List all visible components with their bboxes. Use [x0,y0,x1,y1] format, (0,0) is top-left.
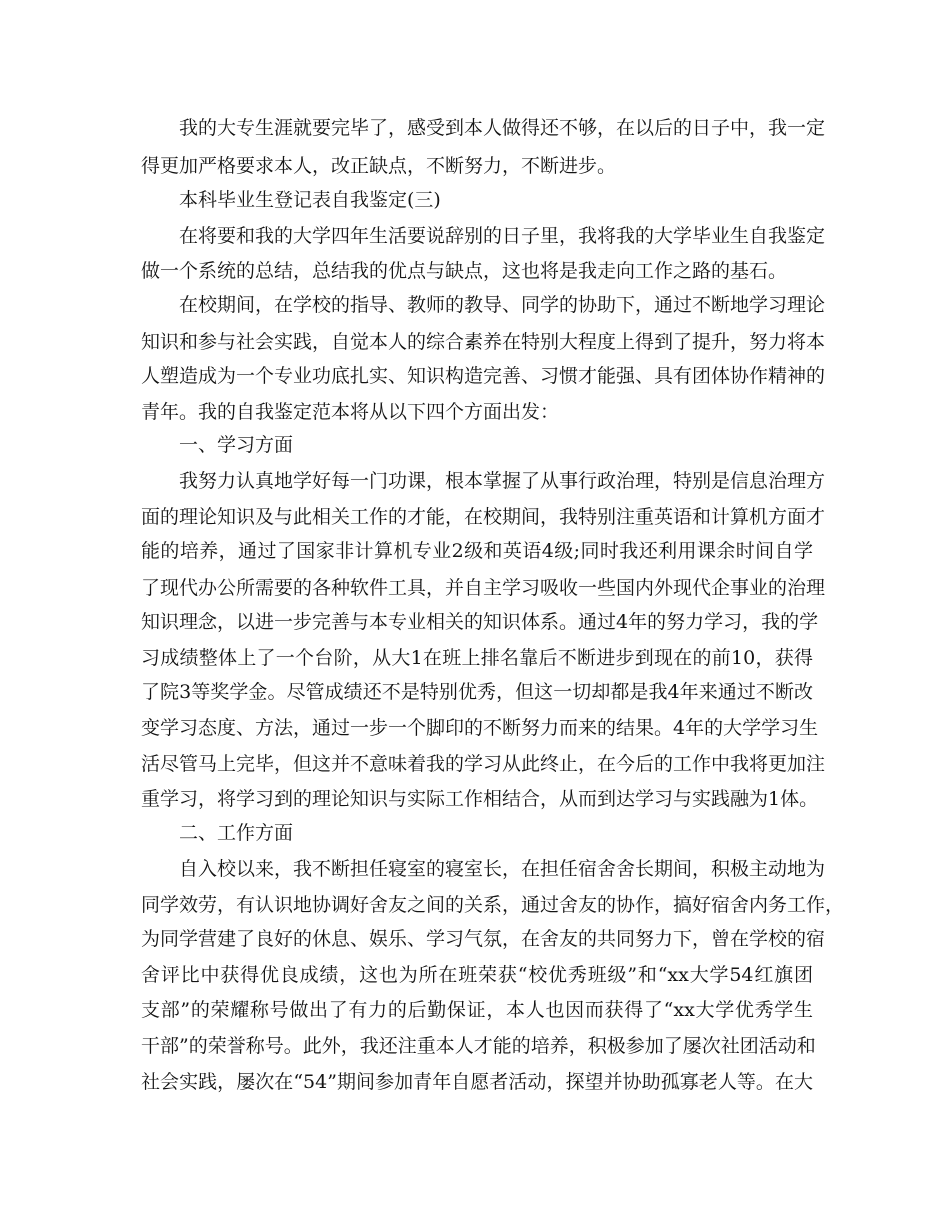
text-line: 社会实践，屡次在“54”期间参加青年自愿者活动，探望并协助孤寡老人等。在大 [141,1071,813,1093]
text-line: 知识理念，以进一步完善与本专业相关的知识体系。通过4年的努力学习，我的学 [141,611,819,633]
section-heading: 一、学习方面 [179,434,294,456]
text-line: 同学效劳，有认识地协调好舍友之间的关系，通过舍友的协作，搞好宿舍内务工作， [141,894,845,916]
text-line: 舍评比中获得优良成绩，这也为所在班荣获“校优秀班级”和“xx大学54红旗团 [141,964,813,986]
section-title: 本科毕业生登记表自我鉴定(三) [179,189,441,211]
section-heading: 二、工作方面 [179,822,294,844]
text-line: 人塑造成为一个专业功底扎实、知识构造完善、习惯才能强、具有团体协作精神的 [141,365,826,387]
text-line: 活尽管马上完毕，但这并不意味着我的学习从此终止，在今后的工作中我将更加注 [141,753,826,775]
text-line: 我的大专生涯就要完毕了，感受到本人做得还不够，在以后的日子中，我一定 [179,117,826,139]
text-line: 得更加严格要求本人，改正缺点，不断努力，不断进步。 [141,155,617,177]
text-line: 习成绩整体上了一个台阶，从大1在班上排名靠后不断进步到现在的前10，获得 [141,647,813,669]
text-line: 做一个系统的总结，总结我的优点与缺点，这也将是我走向工作之路的基石。 [141,260,788,282]
text-line: 支部”的荣耀称号做出了有力的后勤保证，本人也因而获得了“xx大学优秀学生 [141,999,813,1021]
text-line: 在校期间，在学校的指导、教师的教导、同学的协助下，通过不断地学习理论 [179,294,826,316]
text-line: 了现代办公所需要的各种软件工具，并自主学习吸收一些国内外现代企事业的治理 [141,577,826,599]
text-line: 青年。我的自我鉴定范本将从以下四个方面出发： [141,401,560,423]
text-line: 自入校以来，我不断担任寝室的寝室长，在担任宿舍舍长期间，积极主动地为 [179,858,826,880]
text-line: 面的理论知识及与此相关工作的才能，在校期间，我特别注重英语和计算机方面才 [141,506,826,528]
text-line: 知识和参与社会实践，自觉本人的综合素养在特别大程度上得到了提升，努力将本 [141,331,826,353]
text-line: 能的培养，通过了国家非计算机专业2级和英语4级;同时我还利用课余时间自学 [141,540,813,562]
text-line: 为同学营建了良好的休息、娱乐、学习气氛，在舍友的共同努力下，曾在学校的宿 [141,928,826,950]
text-line: 了院3等奖学金。尽管成绩还不是特别优秀，但这一切却都是我4年来通过不断改 [141,681,813,703]
text-line: 重学习，将学习到的理论知识与实际工作相结合，从而到达学习与实践融为1体。 [141,788,819,810]
text-line: 我努力认真地学好每一门功课，根本掌握了从事行政治理，特别是信息治理方 [179,470,826,492]
text-line: 变学习态度、方法，通过一步一个脚印的不断努力而来的结果。4年的大学学习生 [141,717,819,739]
text-line: 干部”的荣誉称号。此外，我还注重本人才能的培养，积极参加了屡次社团活动和 [141,1035,816,1057]
text-line: 在将要和我的大学四年生活要说辞别的日子里，我将我的大学毕业生自我鉴定 [179,225,826,247]
